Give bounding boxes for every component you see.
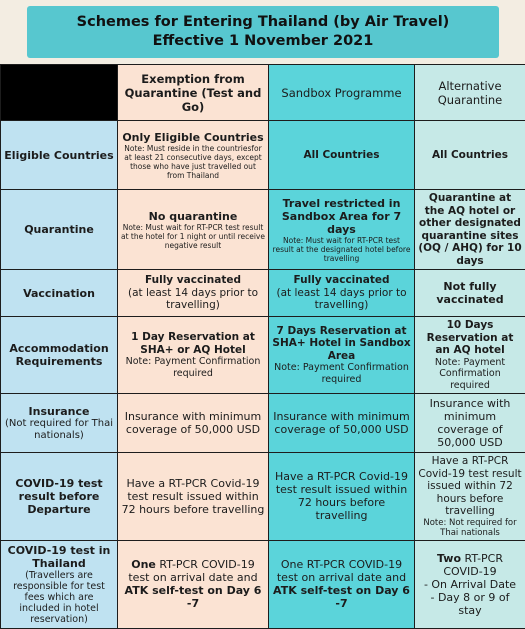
header-exemption: Exemption from Quarantine (Test and Go) [118, 65, 269, 121]
accommodation-exemption-main: 1 Day Reservation at SHA+ or AQ Hotel [121, 331, 265, 356]
vaccination-exemption-sub: (at least 14 days prior to travelling) [121, 287, 265, 312]
row-covid-in [1, 540, 525, 628]
covid-in-alternative-line3: - Day 8 or 9 of stay [418, 591, 522, 617]
accommodation-alternative-note: Note: Payment Confirmation required [418, 357, 522, 392]
covid-in-alternative-line2: - On Arrival Date [418, 578, 522, 591]
accommodation-alternative-main: 10 Days Reservation at an AQ hotel [418, 319, 522, 357]
title-banner [27, 6, 499, 58]
covid-before-alternative: Have a RT-PCR Covid-19 test result issued within 72 hours before travelling [418, 455, 522, 518]
eligible-alternative: All Countries [415, 121, 525, 190]
quarantine-alternative: Quarantine at the AQ hotel or other designated quarantine sites (OQ / AHQ) for 10 days [415, 190, 525, 270]
insurance-exemption: Insurance with minimum coverage of 50,000 USD [118, 394, 269, 453]
covid-before-alternative-note: Note: Not required for Thai nationals [418, 518, 522, 538]
quarantine-exemption-main: No quarantine [121, 210, 265, 223]
label-covid-in-sub: (Travellers are responsible for test fees which are included in hotel reservation) [4, 570, 114, 625]
covid-in-exemption-bold2: ATK self-test on Day 6 -7 [121, 584, 265, 610]
label-covid-in: COVID-19 test in Thailand [4, 544, 114, 570]
insurance-alternative: Insurance with minimum coverage of 50,000 USD [415, 394, 525, 453]
eligible-exemption-note: Note: Must reside in the countriesfor at least 21 consecutive days, except those who have just travelled out from Thailand [121, 144, 265, 180]
covid-in-exemption [118, 540, 269, 628]
covid-in-sandbox-text1: One RT-PCR COVID-19 test on arrival date and [272, 558, 411, 584]
eligible-exemption-main: Only Eligible Countries [121, 131, 265, 144]
vaccination-sandbox-main: Fully vaccinated [272, 274, 411, 287]
accommodation-sandbox-main: 7 Days Reservation at SHA+ Hotel in Sandbox Area [272, 325, 411, 363]
accommodation-alternative [415, 317, 525, 394]
title-line-2: Effective 1 November 2021 [153, 32, 374, 51]
accommodation-sandbox-note: Note: Payment Confirmation required [272, 362, 411, 385]
label-covid-in-cell [1, 540, 118, 628]
label-insurance-sub: (Not required for Thai nationals) [4, 418, 114, 442]
eligible-exemption [118, 121, 269, 190]
covid-in-sandbox [269, 540, 415, 628]
quarantine-exemption-note: Note: Must wait for RT-PCR test result at the hotel for 1 night or until receive negative result [121, 223, 265, 250]
covid-before-exemption: Have a RT-PCR Covid-19 test result issued within 72 hours before travelling [118, 453, 269, 541]
vaccination-sandbox-sub: (at least 14 days prior to travelling) [272, 287, 411, 312]
row-insurance [1, 394, 525, 453]
accommodation-exemption-note: Note: Payment Confirmation required [121, 356, 265, 379]
header-sandbox: Sandbox Programme [269, 65, 415, 121]
covid-in-alternative [415, 540, 525, 628]
title-line-1: Schemes for Entering Thailand (by Air Travel) [77, 13, 450, 32]
covid-in-sandbox-bold2: ATK self-test on Day 6 -7 [272, 584, 411, 610]
header-alternative: Alternative Quarantine [415, 65, 525, 121]
row-quarantine [1, 190, 525, 270]
row-vaccination [1, 270, 525, 317]
quarantine-sandbox-main: Travel restricted in Sandbox Area for 7 days [272, 197, 411, 236]
covid-before-sandbox: Have a RT-PCR Covid-19 test result issued within 72 hours before travelling [269, 453, 415, 541]
vaccination-exemption [118, 270, 269, 317]
insurance-sandbox: Insurance with minimum coverage of 50,000 USD [269, 394, 415, 453]
covid-before-alternative-cell [415, 453, 525, 541]
row-covid-before [1, 453, 525, 541]
covid-in-alternative-text1: RT-PCR COVID-19 [443, 552, 503, 578]
covid-in-exemption-bold1: One [131, 558, 156, 571]
label-eligible: Eligible Countries [1, 121, 118, 190]
label-insurance-cell [1, 394, 118, 453]
covid-in-alternative-bold1: Two [437, 552, 461, 565]
vaccination-exemption-main: Fully vaccinated [121, 274, 265, 287]
accommodation-exemption [118, 317, 269, 394]
quarantine-sandbox [269, 190, 415, 270]
label-quarantine: Quarantine [1, 190, 118, 270]
accommodation-sandbox [269, 317, 415, 394]
quarantine-exemption [118, 190, 269, 270]
covid-in-exemption-text1: RT-PCR COVID-19 test on arrival date and [128, 558, 257, 584]
vaccination-alternative: Not fully vaccinated [415, 270, 525, 317]
quarantine-sandbox-note: Note: Must wait for RT-PCR test result at the designated hotel before travelling [272, 236, 411, 263]
header-row [1, 65, 525, 121]
vaccination-sandbox [269, 270, 415, 317]
schemes-table [0, 64, 525, 629]
label-accommodation: Accommodation Requirements [1, 317, 118, 394]
row-accommodation [1, 317, 525, 394]
row-eligible [1, 121, 525, 190]
label-insurance: Insurance [4, 405, 114, 418]
label-vaccination: Vaccination [1, 270, 118, 317]
corner-cell [1, 65, 118, 121]
label-covid-before: COVID-19 test result before Departure [1, 453, 118, 541]
eligible-sandbox: All Countries [269, 121, 415, 190]
